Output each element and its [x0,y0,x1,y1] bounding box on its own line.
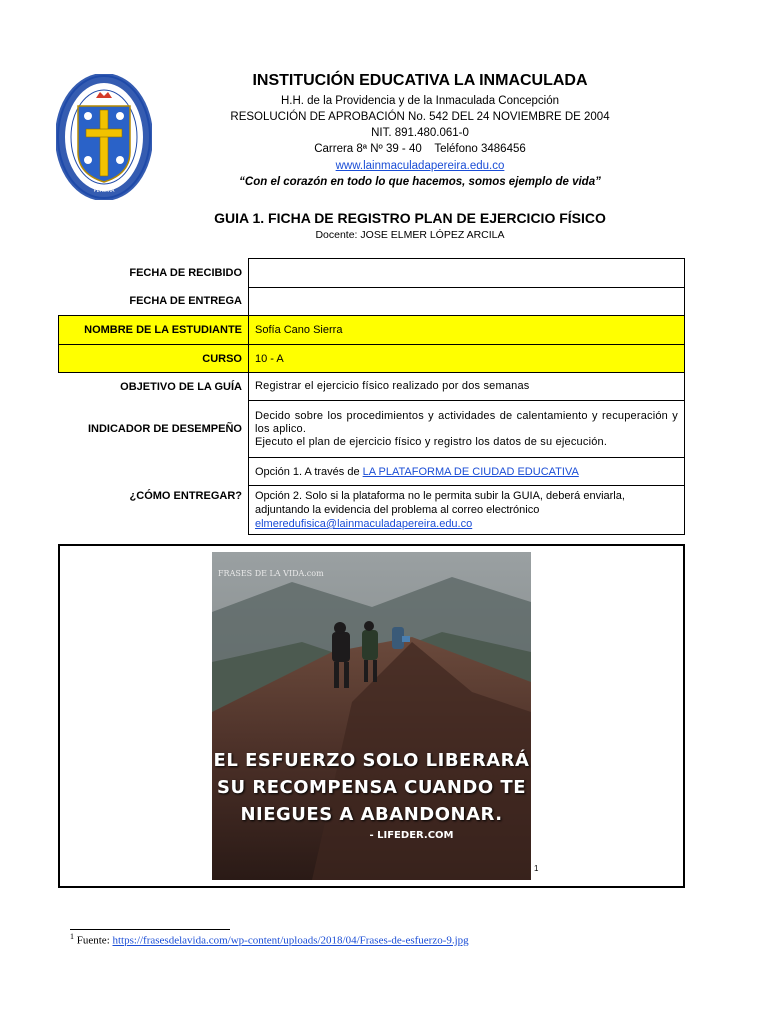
school-motto: “Con el corazón en todo lo que hacemos, somos ejemplo de vida” [239,176,601,188]
row-curso [59,345,685,373]
quote-line-1: EL ESFUERZO SOLO LIBERARÁ [213,750,530,771]
opcion-2 [249,486,685,535]
footnote [70,932,469,947]
school-subtitle: H.H. de la Providencia y de la Inmaculada Concepción [280,95,560,107]
curso-field[interactable]: 10 - A [249,345,685,373]
footnote-label: Fuente: [74,934,113,947]
school-logo [56,74,152,200]
registration-form-table [58,258,685,535]
indicador-line-2: Ejecuto el plan de ejercicio físico y registro los datos de su ejecución. [255,435,608,448]
objetivo-value: Registrar el ejercicio físico realizado por dos semanas [249,373,685,401]
fecha-entrega-label: FECHA DE ENTREGA [129,295,242,308]
school-address-phone: Carrera 8ª Nº 39 - 40 Teléfono 3486456 [314,143,526,155]
indicador-line-1: Decido sobre los procedimientos y actividades de calentamiento y recuperación y los aplico. [255,409,678,435]
footnote-source-link[interactable]: https://frasesdelavida.com/wp-content/uploads/2018/04/Frases-de-esfuerzo-9.jpg [112,934,469,947]
footnote-rule [70,929,230,930]
motivational-quote [212,747,531,828]
motivational-photo [212,552,531,880]
guide-title: GUIA 1. FICHA DE REGISTRO PLAN DE EJERCICIO FÍSICO [214,210,606,226]
indicador-label: INDICADOR DE DESEMPEÑO [87,423,242,435]
objetivo-label: OBJETIVO DE LA GUÍA [120,380,242,393]
row-objetivo [59,373,685,401]
logo-ring-bottom-text: PEREIRA [93,188,115,194]
indicador-value [249,401,685,458]
image-frame [58,544,685,888]
row-indicador [59,401,685,458]
fecha-recibido-label: FECHA DE RECIBIDO [129,267,242,279]
fecha-recibido-field[interactable] [249,259,685,288]
teacher-name: Docente: JOSE ELMER LÓPEZ ARCILA [315,229,505,241]
fecha-entrega-field[interactable] [249,288,685,316]
row-fecha-recibido [59,259,685,288]
plataforma-link[interactable]: LA PLATAFORMA DE CIUDAD EDUCATIVA [362,465,579,478]
row-nombre [59,316,685,345]
nombre-field[interactable]: Sofía Cano Sierra [249,316,685,345]
opcion-1-text: Opción 1. A través de [255,465,363,478]
quote-source: - LIFEDER.COM [369,830,454,841]
footnote-number: 1 [70,932,74,941]
curso-label: CURSO [59,345,249,373]
brand-watermark: FRASES DE LA VIDA.com [218,569,324,578]
school-nit: NIT. 891.480.061-0 [371,127,469,139]
quote-line-3: NIEGUES A ABANDONAR. [240,804,503,825]
row-opcion-1 [59,458,685,486]
footnote-marker: 1 [534,864,539,873]
email-link[interactable]: elmeredufisica@lainmaculadapereira.edu.co [255,518,473,530]
opcion-1 [249,458,685,486]
opcion-2-text: Opción 2. Solo si la plataforma no le permita subir la GUIA, deberá enviarla, adjuntando la evidencia del problema al correo electrónico [255,490,625,516]
quote-line-2: SU RECOMPENSA CUANDO TE [217,777,526,798]
school-website-link[interactable]: www.lainmaculadapereira.edu.co [335,160,505,172]
entregar-label: ¿CÓMO ENTREGAR? [129,490,242,502]
school-name: INSTITUCIÓN EDUCATIVA LA INMACULADA [252,72,588,89]
row-fecha-entrega [59,288,685,316]
approval-resolution: RESOLUCIÓN DE APROBACIÓN No. 542 DEL 24 NOVIEMBRE DE 2004 [230,111,610,123]
nombre-label: NOMBRE DE LA ESTUDIANTE [59,316,249,345]
